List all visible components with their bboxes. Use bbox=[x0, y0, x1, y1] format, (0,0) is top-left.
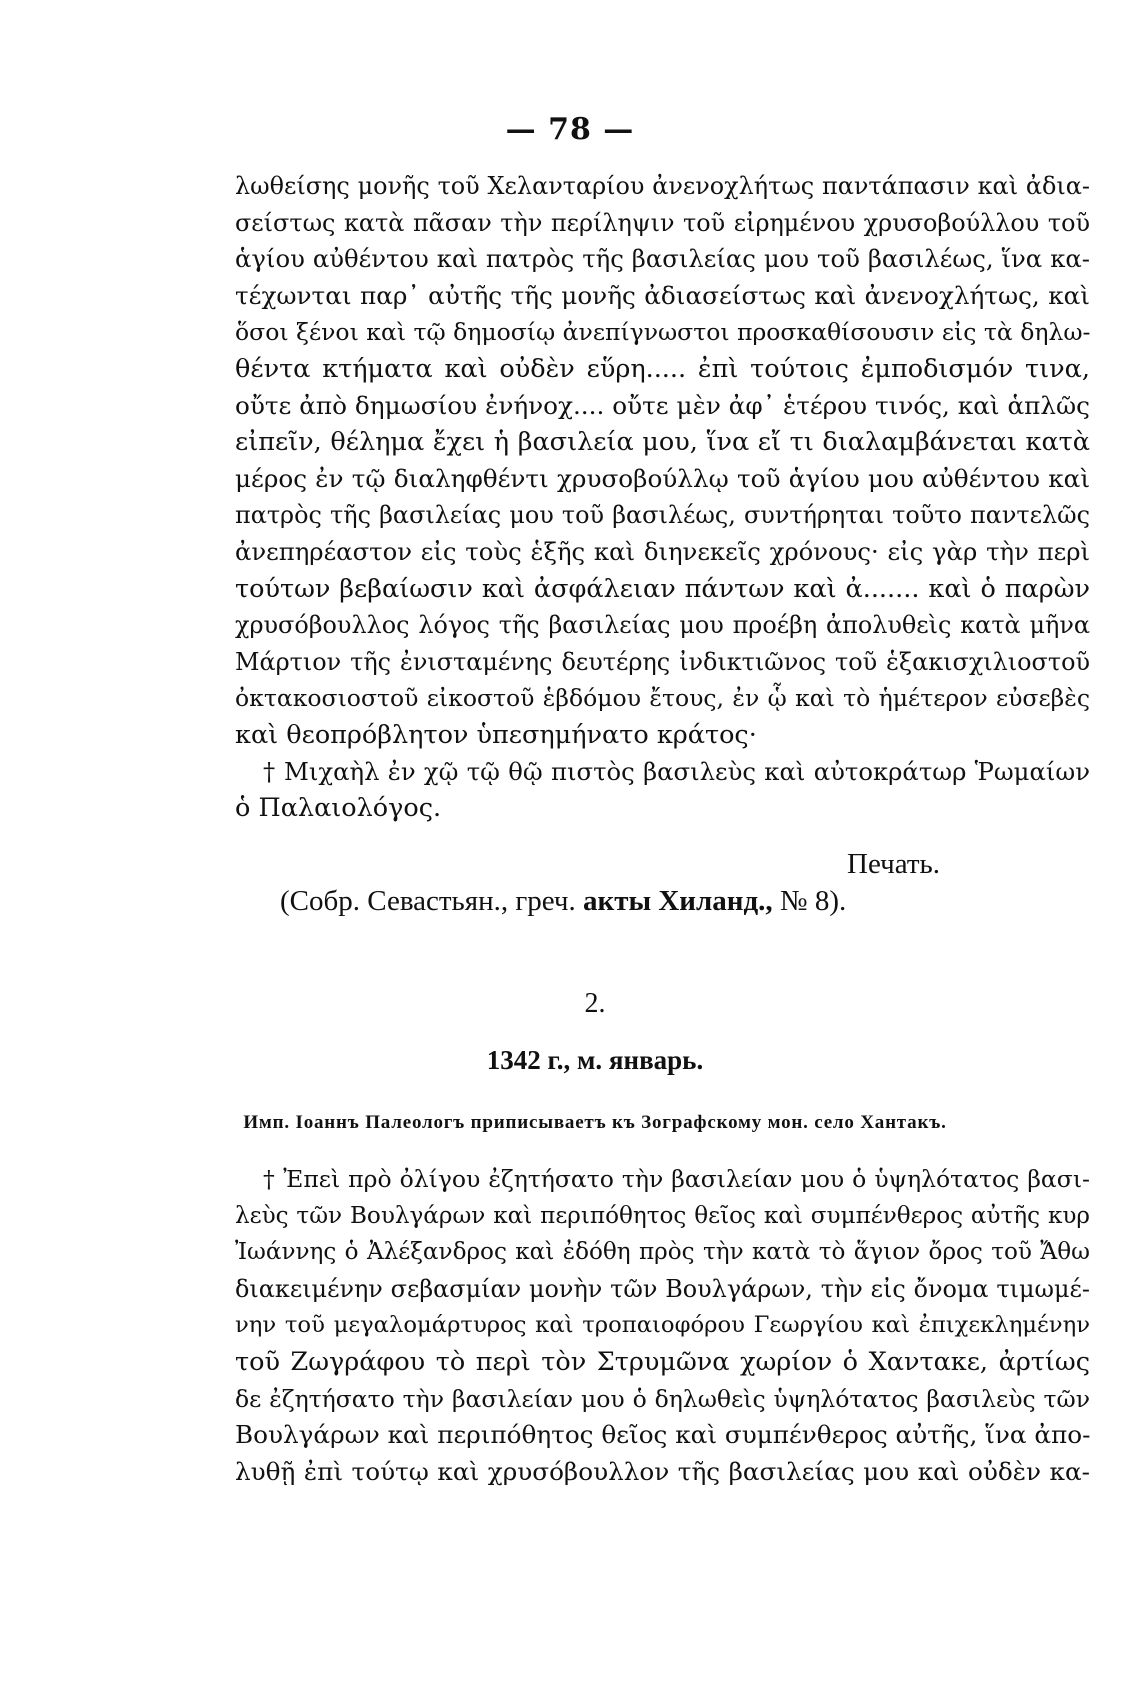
text-line: ἁγίου αὐθέντου καὶ πατρὸς τῆς βασιλείας μου τοῦ βασιλέως, ἵνα κα- bbox=[235, 244, 1090, 274]
text-line: λεὺς τῶν Βουλγάρων καὶ περιπόθητος θεῖος καὶ συμπένθερος αὐτῆς κυρ bbox=[235, 1202, 1090, 1229]
text-line: ὅσοι ξένοι καὶ τῷ δημοσίῳ ἀνεπίγνωστοι προσκαθίσουσιν εἰς τὰ δηλω- bbox=[235, 318, 1091, 347]
document-text bbox=[235, 1161, 1090, 1490]
text-line: σείστως κατὰ πᾶσαν τὴν περίληψιν τοῦ εἰρημένου χρυσοβούλλου τοῦ bbox=[235, 208, 1090, 237]
text-line: λυθῇ ἐπὶ τούτῳ καὶ χρυσόβουλλον τῆς βασιλείας μου καὶ οὐδὲν κα- bbox=[235, 1456, 1090, 1486]
text-line: νην τοῦ μεγαλομάρτυρος καὶ τροπαιοφόρου Γεωργίου καὶ ἐπιχεκλημένην bbox=[235, 1312, 1090, 1339]
text-line: ἀνεπηρέαστον εἰς τοὺς ἑξῆς καὶ διηνεκεῖς χρόνους· εἰς γὰρ τὴν περὶ bbox=[235, 536, 1090, 566]
text-line: Βουλγάρων καὶ περιπόθητος θεῖος καὶ συμπένθερος αὐτῆς, ἵνα ἀπο- bbox=[235, 1420, 1091, 1450]
text-line: οὔτε ἀπὸ δημωσίου ἐνήνοχ.... οὔτε μὲν ἀφ᾽ ἑτέρου τινός, καὶ ἁπλῶς bbox=[235, 390, 1090, 420]
text-line: πατρὸς τῆς βασιλείας μου τοῦ βασιλέως, συντήρηται τοῦτο παντελῶς bbox=[235, 501, 1090, 530]
source-citation-bold: акты Хиланд., bbox=[583, 885, 773, 917]
text-line: μέρος ἐν τῷ διαληφθέντι χρυσοβούλλῳ τοῦ ἁγίου μου αὐθέντου καὶ bbox=[235, 463, 1090, 493]
signature-text-line: ὁ Παλαιολόγος. bbox=[235, 793, 442, 824]
source-citation-suffix: № 8). bbox=[772, 885, 847, 917]
document-date: 1342 г., м. январь. bbox=[486, 1045, 704, 1075]
text-line: τέχωνται παρ᾽ αὐτῆς τῆς μονῆς ἀδιασείστως καὶ ἀνενοχλήτως, καὶ bbox=[235, 280, 1090, 310]
source-citation bbox=[280, 885, 846, 918]
text-line: λωθείσης μονῆς τοῦ Χελανταρίου ἀνενοχλήτως παντάπασιν καὶ ἀδια- bbox=[235, 172, 1090, 200]
seal-note: Печать. bbox=[847, 848, 940, 880]
text-line: διακειμένην σεβασμίαν μονὴν τῶν Βουλγάρων, τὴν εἰς ὄνομα τιμωμέ- bbox=[235, 1274, 1090, 1303]
text-line: χρυσόβουλλος λόγος τῆς βασιλείας μου προέβη ἀπολυθεὶς κατὰ μῆνα bbox=[235, 611, 1090, 640]
text-line: εἰπεῖν, θέλημα ἔχει ἡ βασιλεία μου, ἵνα εἴ τι διαλαμβάνεται κατὰ bbox=[235, 427, 1090, 458]
text-line: Ἰωάννης ὁ Ἀλέξανδρος καὶ ἐδόθη πρὸς τὴν κατὰ τὸ ἅγιον ὄρος τοῦ Ἄθω bbox=[235, 1239, 1090, 1266]
page-number: — 78 — bbox=[505, 112, 635, 147]
text-line: θέντα κτήματα καὶ οὐδὲν εὕρη..... ἐπὶ τούτοις ἐμποδισμόν τινα, bbox=[235, 353, 1090, 384]
source-citation-prefix: (Собр. Севастьян., греч. bbox=[280, 885, 584, 917]
text-line: καὶ θεοπρόβλητον ὑπεσημήνατο κράτος· bbox=[235, 719, 757, 750]
document-number: 2. bbox=[584, 988, 606, 1019]
text-line: δε ἐζητήσατο τὴν βασιλείαν μου ὁ δηλωθεὶς ὑψηλότατος βασιλεὺς τῶν bbox=[235, 1384, 1090, 1413]
document-summary: Имп. Іоаннъ Палеологъ приписываетъ къ Зографскому мон. село Хантакъ. bbox=[243, 1112, 947, 1133]
continuation-text bbox=[235, 168, 1090, 827]
text-line: τοῦ Ζωγράφου τὸ περὶ τὸν Στρυμῶνα χωρίον ὁ Χαντακε, ἀρτίως bbox=[235, 1346, 1090, 1377]
text-line: † Ἐπεὶ πρὸ ὀλίγου ἐζητήσατο τὴν βασιλείαν μου ὁ ὑψηλότατος βασι- bbox=[263, 1165, 1090, 1193]
text-line: τούτων βεβαίωσιν καὶ ἀσφάλειαν πάντων καὶ ἀ....... καὶ ὁ παρὼν bbox=[235, 573, 1090, 604]
text-line: ὀκτακοσιοστοῦ εἰκοστοῦ ἑβδόμου ἔτους, ἐν ᾧ καὶ τὸ ἡμέτερον εὐσεβὲς bbox=[235, 684, 1090, 713]
text-line: Μάρτιον τῆς ἐνισταμένης δευτέρης ἰνδικτιῶνος τοῦ ἑξακισχιλιοστοῦ bbox=[235, 647, 1090, 676]
signature-text-line: † Μιχαὴλ ἐν χῷ τῷ θῷ πιστὸς βασιλεὺς καὶ αὐτοκράτωρ Ῥωμαίων bbox=[263, 756, 1090, 786]
